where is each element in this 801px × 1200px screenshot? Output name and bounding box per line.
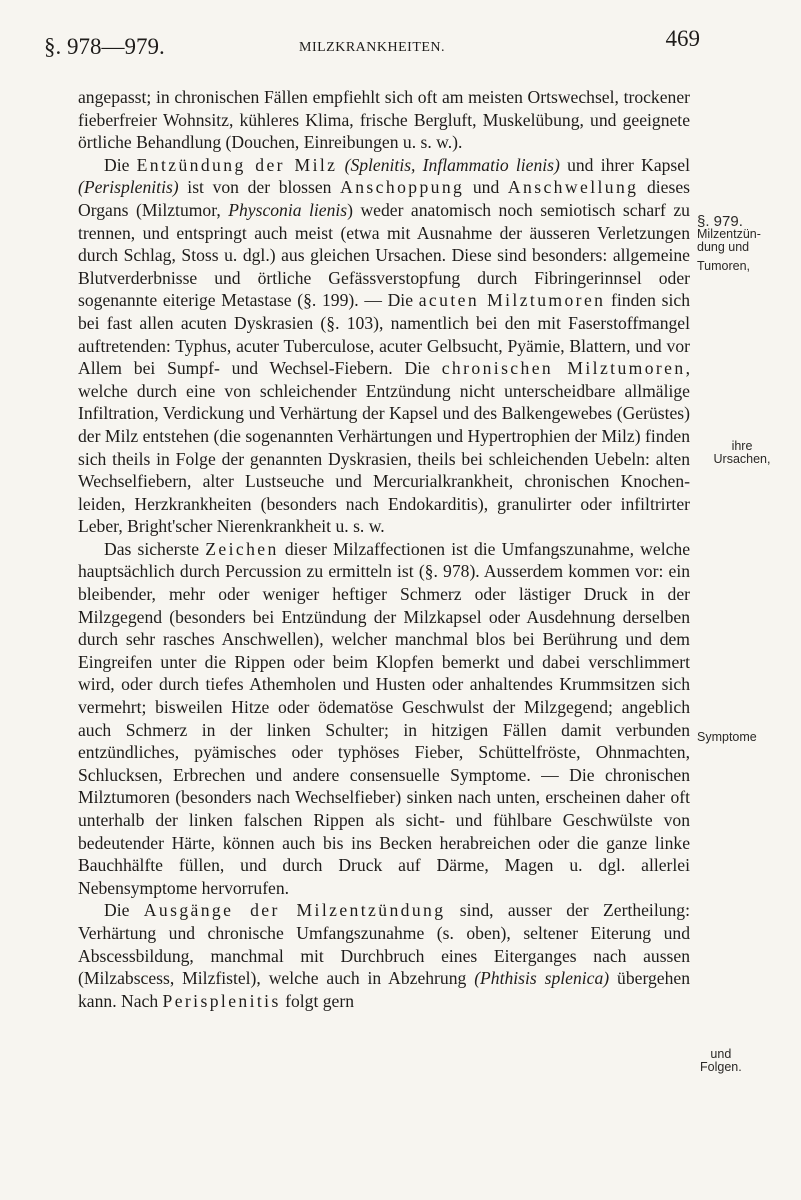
text-run: ist von der blossen	[178, 177, 341, 198]
text-run: dieses Organs (Milztumor,	[78, 177, 690, 220]
text-run: ) weder anatomisch noch semiotisch scharf zu trennen, und entspringt auch meist (etwa mit Ausnahme der äusseren Verletzungen durch Schlag, Stoss u. dgl.) aus gleichen Ursachen. Diese sind besonders: allgemeine Blutverderbnisse und örtliche Gefässverstopfung durch Fibringerinnsel oder sogenannte eiterige Metastase (§. 199). — Die	[78, 199, 690, 311]
spaced-term: Zeichen	[205, 538, 279, 559]
text-run: Die	[104, 900, 144, 921]
text-run: folgt gern	[280, 990, 355, 1011]
margin-note-line: und	[710, 1047, 732, 1061]
margin-note-line: ihre	[731, 439, 753, 453]
latin-term: (Phthisis splenica)	[474, 968, 610, 989]
margin-note-line: Milzentzün-	[697, 227, 761, 241]
section-range: §. 978—979.	[44, 34, 165, 59]
margin-note-section-number: §. 979.	[697, 213, 743, 230]
spaced-term: Anschoppung	[340, 177, 465, 198]
spaced-term: Ausgänge der Milzentzündung	[143, 900, 446, 921]
spaced-term: acuten Milztumoren	[418, 290, 606, 311]
page-number: 469	[665, 26, 700, 51]
text-run: übergehen kann. Nach	[78, 968, 691, 1011]
paragraph-2	[78, 154, 690, 538]
text-run: dieser Milzaffectionen ist die Umfangszunahme, welche hauptsächlich durch Percussion zu ermitteln ist (§. 978). Ausserdem kommen vor: ein bleibender, mehr oder weniger heftiger Schmerz oder lästiger Druck in der Milzgegend (besonders bei Entzündung der Milzkapsel oder Ausdehnung derselben durch sehr rasches Anschwellen), welcher manchmal blos bei Berührung und dem Eingreifen unter die Rippen oder beim Klopfen bemerkt und dabei verschlimmert wird, oder durch tiefes Athemholen und Husten oder anhaltendes Krummsitzen sich vermehrt; bisweilen Hitze oder ödematöse Geschwulst der Milzgegend; angeblich auch Schmerz in der linken Schulter; in hitzigen Fällen damit verbunden entzündliches, pyämisches oder typhöses Fieber, Schüttelfröste, Ohnmachten, Schlucksen, Erbrechen und andere consensuelle Symptome. — Die chronischen Milztumoren (besonders nach Wechselfieber) sinken nach unten, erscheinen daher oft unterhalb der linken falschen Rippen als sicht- und fühlbare Geschwülste von bedeutender Härte, können auch bis ins Becken herabreichen oder die ganze linke Bauchhälfte füllen, und durch Druck auf Därme, Magen u. dgl. allerlei Nebensymptome hervorrufen.	[78, 538, 691, 898]
text-run: und	[464, 177, 508, 198]
spaced-term: Entzündung der Milz	[136, 154, 338, 175]
spaced-term: chronischen Milztumoren	[441, 358, 686, 379]
margin-note-section-979	[697, 215, 797, 273]
page-header	[44, 26, 700, 66]
text-run: sind, ausser der Zertheilung: Verhärtung und chronische Umfangszunahme (s. oben), seltener Eiterung und Abscessbildung, manchmal mit Durchbruch eines Eiterganges nach aussen (Milzabscess, Milzfistel), welche auch in Abzehrung	[78, 900, 690, 989]
margin-note-line: Ursachen,	[713, 452, 771, 466]
text-run: Das sicherste	[104, 538, 206, 559]
latin-term: Physconia lienis	[228, 199, 348, 220]
margin-note-folgen	[700, 1048, 742, 1074]
text-run	[337, 155, 344, 175]
latin-term: (Splenitis, Inflammatio lienis)	[344, 154, 560, 175]
paragraph-3	[78, 538, 690, 900]
paragraph-1: angepasst; in chronischen Fällen empfiehlt sich oft am meisten Ortswechsel, trockener fieberfreier Wohnsitz, kühleres Klima, frische Bergluft, Muskelübung, und geeignete örtliche Behandlung (Douchen, Einreibungen u. s. w.).	[78, 87, 690, 153]
text-run: , welche durch eine von schleichender Entzündung nicht unterscheidbare allmälige Infiltration, Verdickung und Verhärtung der Kapsel und des Balkengewebes (Gerüstes) der Milz entstehen (die sogenannten Verhärtungen und Hypertrophien der Milz) finden sich theils in Folge der genannten Dyskrasien, theils bei schleichenden Uebeln: alten Wechselfiebern, alter Lustseuche und Mercurialkrankheit, chronischen Knochenleiden, Herzkrankheiten (besonders nach Endokarditis), granulirter oder infiltrirter Leber, Bright'scher Nierenkrankheit u. s. w.	[78, 358, 690, 537]
text-run: und ihrer Kapsel	[559, 154, 690, 175]
spaced-term: Anschwellung	[507, 177, 639, 198]
text-run: Die	[104, 154, 137, 175]
spaced-term: Perisplenitis	[162, 990, 281, 1011]
text-run: finden sich bei fast allen acuten Dyskrasien (§. 103), namentlich bei den mit Faserstoffmangel auftretenden: Typhus, acuter Tuberculose, acuter Gelbsucht, Pyämie, Blattern, und vor Allem bei Sumpf- und Wechsel-Fiebern. Die	[78, 290, 691, 379]
latin-term: (Perisplenitis)	[78, 177, 179, 198]
paragraph-4	[78, 899, 690, 1012]
running-title: MILZKRANKHEITEN.	[299, 40, 446, 55]
margin-note-symptome: Symptome	[697, 730, 757, 744]
margin-note-line: Folgen.	[700, 1060, 742, 1074]
margin-note-line: dung und	[697, 240, 750, 254]
body-text	[78, 86, 690, 1012]
margin-note-ursachen	[692, 440, 792, 466]
margin-note-line: Tumoren,	[697, 259, 751, 273]
